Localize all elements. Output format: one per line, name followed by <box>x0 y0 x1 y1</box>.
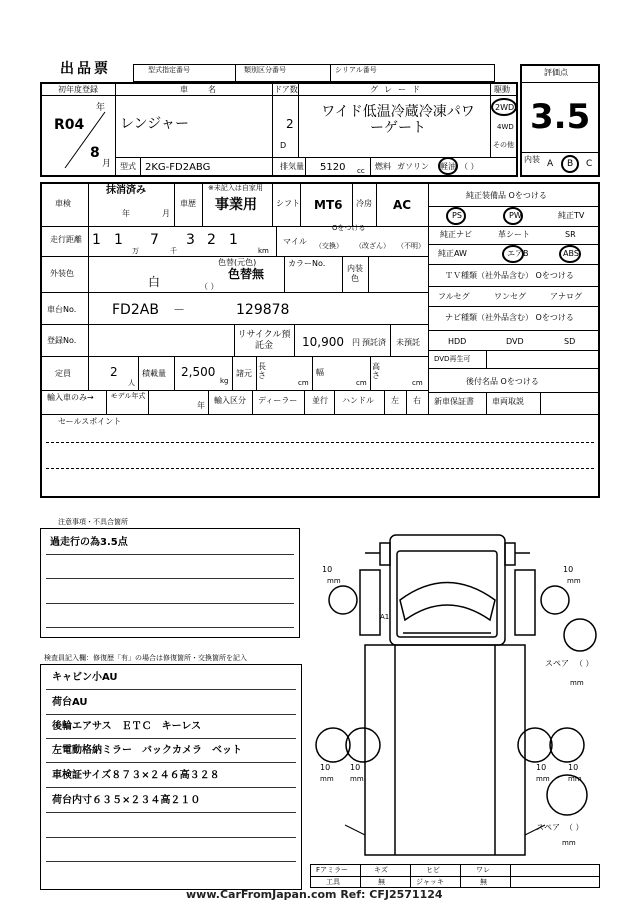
grade-b-circle <box>561 155 579 173</box>
model-cert-label: 型式指定番号 <box>148 66 190 74</box>
legend-value-1: 工具 <box>326 878 340 886</box>
mileage-man: 万 <box>132 247 139 255</box>
mileage-digit-1: 1 <box>92 232 101 248</box>
legend-value-4: 無 <box>480 878 487 886</box>
interior-grade-b: B <box>567 159 574 169</box>
displacement-label: 排気量 <box>280 162 304 171</box>
ac-label: 冷房 <box>356 199 372 208</box>
watermark: www.CarFromJapan.com Ref: CFJ2571124 <box>186 888 443 901</box>
doors-label: ドア数 <box>274 85 298 94</box>
history-note: ※未記入は自家用 <box>208 184 263 192</box>
import-category: 輸入区分 <box>214 396 246 405</box>
option-airbag: エアB <box>507 249 529 258</box>
interior-grade-c: C <box>586 159 593 169</box>
length-label: 長さ <box>258 362 266 380</box>
shift-value: MT6 <box>314 198 343 212</box>
legend-header-1: Fアミラー <box>316 866 349 874</box>
mileage-digit-4: 3 <box>186 232 195 248</box>
option-abs-circle <box>559 245 581 263</box>
import-year-unit: 年 <box>197 401 205 410</box>
import-right: 右 <box>413 396 421 405</box>
tire-rr-outer-value: 10 <box>568 763 579 772</box>
import-label: 輸入車のみ→ <box>47 393 94 402</box>
tire-fr-value: 10 <box>563 565 574 574</box>
recycle-value: 10,900 <box>302 335 344 349</box>
fuel-paren: （ ） <box>460 162 479 171</box>
form-title: 出品票 <box>60 61 111 77</box>
inspector-label: 検査員記入欄：修復歴「有」の場合は修復箇所・交換箇所を記入 <box>44 654 247 662</box>
exterior-value: 白 <box>148 275 161 289</box>
model-value: 2KG-FD2ABG <box>145 162 211 173</box>
capacity-unit: 人 <box>128 379 135 387</box>
aftermarket-header: 後付名品 Oをつける <box>466 377 539 386</box>
drive-2wd-circle <box>491 98 517 116</box>
drive-4wd: 4WD <box>497 123 514 131</box>
option-pw-circle <box>503 207 523 225</box>
option-pw: PW <box>509 211 522 220</box>
capacity-value: 2 <box>110 365 118 379</box>
legend-header-4: ワレ <box>476 866 490 874</box>
tire-rr-outer-mm: mm <box>568 775 582 783</box>
spare-rear-mm: mm <box>562 839 576 847</box>
chassis-dash: － <box>173 303 186 317</box>
mileage-digit-2: 1 <box>114 232 123 248</box>
car-name-label: 車名 <box>180 85 236 94</box>
drive-2wd: 2WD <box>495 103 515 112</box>
drive-label: 駆動 <box>494 85 510 94</box>
option-airbag-circle <box>502 245 524 263</box>
mileage-km: km <box>258 247 269 255</box>
fuel-light-oil-circle <box>438 157 458 175</box>
tv-analog: アナログ <box>550 292 582 301</box>
chassis-label: 車台No. <box>47 305 77 314</box>
import-dealer: ディーラー <box>258 396 298 405</box>
option-sr: SR <box>565 230 576 239</box>
interior-grade-a: A <box>547 159 554 169</box>
diagram-a1: A1 <box>380 613 390 621</box>
mileage-exchange: （交換） <box>315 242 343 250</box>
car-name: レンジャー <box>120 116 190 132</box>
aftermarket-manual: 車両取説 <box>492 397 524 406</box>
spare-rear-paren: （ ） <box>565 823 584 832</box>
shift-label: シフト <box>276 199 300 208</box>
nav-header: ナビ種類（社外品含む） Oをつける <box>445 313 574 322</box>
class-label: 類別区分番号 <box>244 66 286 74</box>
option-aw: 純正AW <box>438 249 467 258</box>
sales-points-label: セールスポイント <box>58 417 122 426</box>
inspector-line-6: 荷台内寸６３５×２３４高２１０ <box>52 795 201 806</box>
inspection-status: 抹消済み <box>106 185 146 196</box>
fuel-light-oil: 軽油 <box>440 162 456 171</box>
notes-label: 注意事項・不具合箇所 <box>58 518 128 526</box>
spec-label: 諸元 <box>236 369 252 378</box>
reg-month: 8 <box>90 145 100 161</box>
score-label: 評価点 <box>544 68 568 77</box>
interior-label: 内装 <box>524 155 540 164</box>
serial-label: シリアル番号 <box>335 66 377 74</box>
inspector-line-1: キャビン小AU <box>52 672 118 683</box>
interior-color-label: 内装色 <box>347 264 363 283</box>
option-tv: 純正TV <box>558 211 585 220</box>
mileage-digit-6: 1 <box>229 232 238 248</box>
plate-label: 登録No. <box>47 336 77 345</box>
spare-front-paren: （ ） <box>575 659 594 668</box>
spare-rear-label: スペア <box>536 823 560 832</box>
inspection-year-unit: 年 <box>122 209 130 218</box>
repaint-paren: （ ） <box>200 282 219 291</box>
grade-value: ワイド低温冷蔵冷凍パワーゲート <box>321 104 475 136</box>
tire-rl-outer-mm: mm <box>320 775 334 783</box>
door-type: D <box>280 141 287 150</box>
inspection-label: 車検 <box>55 199 71 208</box>
tire-rl-outer-value: 10 <box>320 763 331 772</box>
load-label: 積載量 <box>142 369 166 378</box>
import-left: 左 <box>391 396 399 405</box>
fuel-label: 燃料 <box>375 162 391 171</box>
options-header: 純正装備品 Oをつける <box>466 191 547 200</box>
grade-label: グレード <box>370 85 426 94</box>
fuel-gasoline: ガソリン <box>397 162 429 171</box>
reg-year: R04 <box>54 117 85 133</box>
mileage-unknown: （不明） <box>397 242 425 250</box>
legend-header-3: ヒビ <box>426 866 440 874</box>
import-handle: ハンドル <box>342 396 374 405</box>
import-parallel: 並行 <box>312 396 328 405</box>
month-unit: 月 <box>102 159 112 169</box>
tv-fullseg: フルセグ <box>438 292 470 301</box>
inspector-line-3: 後輪エアサス ＥＴＣ キーレス <box>52 721 202 732</box>
tire-fl-mm: mm <box>327 577 341 585</box>
color-no-label: カラーNo. <box>288 259 326 268</box>
tire-rl-inner-mm: mm <box>350 775 364 783</box>
year-unit: 年 <box>96 103 106 113</box>
recycle-not-deposited: 未預託 <box>396 338 420 347</box>
notes-text: 過走行の為3.5点 <box>50 537 128 548</box>
recycle-unit: 円 <box>352 338 360 347</box>
option-ps-circle <box>446 207 466 225</box>
legend-header-2: キズ <box>374 866 388 874</box>
repaint-value: 色替無 <box>228 267 265 281</box>
length-cm: cm <box>298 379 309 387</box>
inspector-line-2: 荷台AU <box>52 697 88 708</box>
option-abs: ABS <box>563 249 579 258</box>
exterior-label: 外装色 <box>50 269 74 278</box>
history-value: 事業用 <box>215 197 257 213</box>
tv-header: ＴＶ種類（社外品含む） Oをつける <box>445 271 574 280</box>
width-cm: cm <box>356 379 367 387</box>
tire-fr-mm: mm <box>567 577 581 585</box>
mileage-sen: 千 <box>170 247 177 255</box>
history-label: 車歴 <box>180 199 196 208</box>
dvd-playback-label: DVD再生可 <box>434 355 471 363</box>
nav-dvd: DVD <box>506 337 524 346</box>
tire-fl-value: 10 <box>322 565 333 574</box>
height-label: 高さ <box>372 362 380 380</box>
recycle-deposited: 預託済 <box>362 338 386 347</box>
doors-value: 2 <box>286 117 294 131</box>
aftermarket-warranty: 新車保証書 <box>434 397 474 406</box>
mileage-mile: マイル <box>283 237 307 246</box>
tire-rr-inner-value: 10 <box>536 763 547 772</box>
load-unit: kg <box>220 377 229 385</box>
nav-sd: SD <box>564 337 576 346</box>
mileage-label: 走行距離 <box>50 235 82 244</box>
tire-rr-inner-mm: mm <box>536 775 550 783</box>
repaint-label: 色替(元色) <box>218 258 257 267</box>
capacity-label: 定員 <box>55 369 71 378</box>
spare-front-label: スペア <box>545 659 569 668</box>
mileage-digit-5: 2 <box>207 232 216 248</box>
chassis-number: 129878 <box>236 302 290 318</box>
tire-rl-inner-value: 10 <box>350 763 361 772</box>
option-ps: PS <box>452 211 462 220</box>
inspector-line-5: 車検証サイズ８７３×２４６高３２８ <box>52 770 220 781</box>
truck-diagram <box>305 525 605 865</box>
load-value: 2,500 <box>181 365 216 379</box>
first-reg-label: 初年度登録 <box>58 85 98 94</box>
displacement-value: 5120 <box>320 162 346 173</box>
width-label: 幅 <box>316 368 324 377</box>
nav-hdd: HDD <box>448 337 467 346</box>
inspector-line-4: 左電動格納ミラー バックカメラ ベット <box>52 745 242 756</box>
mileage-digit-3: 7 <box>150 232 159 248</box>
cc-unit: cc <box>357 167 365 175</box>
legend-value-3: ジャッキ <box>416 878 444 886</box>
mileage-tamper: （改ざん） <box>355 242 390 250</box>
recycle-label: リサイクル預託金 <box>237 330 291 351</box>
chassis-prefix: FD2AB <box>112 302 159 318</box>
legend-value-2: 無 <box>378 878 385 886</box>
spare-front-mm: mm <box>570 679 584 687</box>
height-cm: cm <box>412 379 423 387</box>
score-value: 3.5 <box>530 97 591 137</box>
option-nav: 純正ナビ <box>440 230 472 239</box>
model-label: 型式 <box>120 162 136 171</box>
ac-value: AC <box>393 198 412 212</box>
drive-other: その他 <box>493 141 514 149</box>
inspection-month-unit: 月 <box>162 209 170 218</box>
import-model-year: モデル年式 <box>110 392 146 400</box>
tv-oneseg: ワンセグ <box>494 292 526 301</box>
mileage-o-mark: Oをつける <box>332 224 366 232</box>
option-leather: 革シート <box>498 230 530 239</box>
